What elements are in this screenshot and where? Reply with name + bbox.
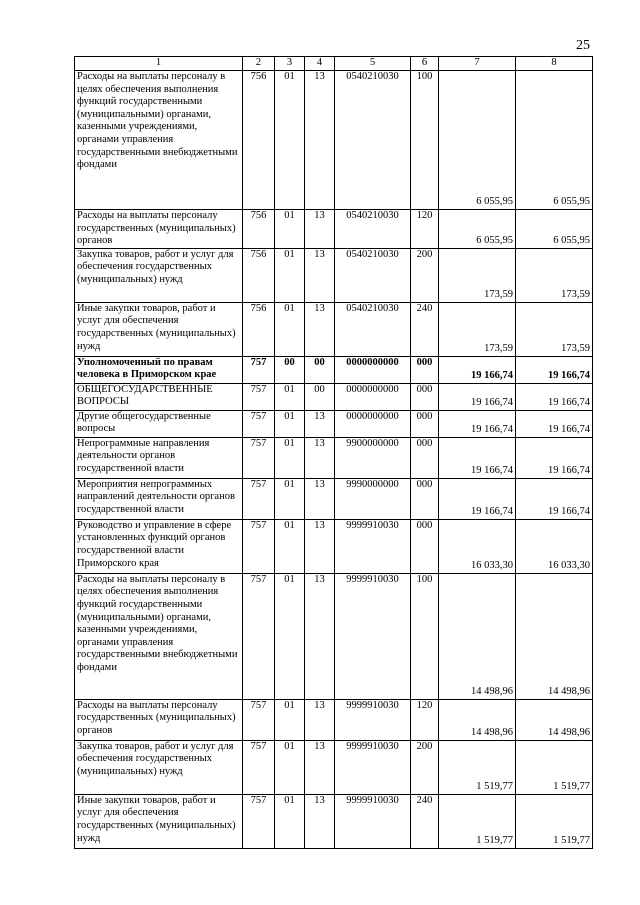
row-section-cell: 01 <box>275 794 305 848</box>
row-section-cell: 01 <box>275 302 305 356</box>
row-target-article-cell: 9900000000 <box>335 437 411 478</box>
row-section-cell: 01 <box>275 573 305 699</box>
row-subsection-cell: 13 <box>305 302 335 356</box>
row-section-cell: 01 <box>275 437 305 478</box>
row-target-article-cell: 0000000000 <box>335 383 411 410</box>
row-expense-type-cell: 100 <box>411 573 439 699</box>
header-cell: 1 <box>75 57 243 71</box>
table-row <box>75 383 593 410</box>
row-ministry-code-cell: 756 <box>243 210 275 249</box>
row-target-article-cell: 9999910030 <box>335 519 411 573</box>
row-name-cell: Уполномоченный по правам человека в Приморском крае <box>75 356 243 383</box>
row-expense-type-cell: 000 <box>411 519 439 573</box>
table-row <box>75 699 593 740</box>
row-amount-7-cell: 19 166,74 <box>439 410 516 437</box>
row-target-article-cell: 9990000000 <box>335 478 411 519</box>
table-row <box>75 519 593 573</box>
row-section-cell: 01 <box>275 210 305 249</box>
row-subsection-cell: 13 <box>305 71 335 210</box>
row-name-cell: Расходы на выплаты персоналу в целях обеспечения выполнения функций государственными (муниципальными) органами, казенными учреждениями, органами управления государственными внебюджетными фондами <box>75 71 243 210</box>
row-amount-8-cell: 173,59 <box>516 248 593 302</box>
row-name-cell: Руководство и управление в сфере установленных функций органов государственной власти Приморского края <box>75 519 243 573</box>
row-amount-8-cell: 16 033,30 <box>516 519 593 573</box>
row-ministry-code-cell: 756 <box>243 71 275 210</box>
row-target-article-cell: 9999910030 <box>335 794 411 848</box>
row-section-cell: 01 <box>275 71 305 210</box>
budget-table <box>74 56 593 849</box>
table-row <box>75 71 593 210</box>
header-cell: 5 <box>335 57 411 71</box>
table-row <box>75 210 593 249</box>
row-subsection-cell: 00 <box>305 383 335 410</box>
row-subsection-cell: 13 <box>305 210 335 249</box>
row-amount-7-cell: 16 033,30 <box>439 519 516 573</box>
row-amount-7-cell: 19 166,74 <box>439 356 516 383</box>
row-amount-7-cell: 173,59 <box>439 302 516 356</box>
row-ministry-code-cell: 757 <box>243 410 275 437</box>
row-amount-8-cell: 19 166,74 <box>516 410 593 437</box>
row-ministry-code-cell: 757 <box>243 519 275 573</box>
row-subsection-cell: 13 <box>305 248 335 302</box>
header-cell: 3 <box>275 57 305 71</box>
row-name-cell: Закупка товаров, работ и услуг для обеспечения государственных (муниципальных) нужд <box>75 740 243 794</box>
row-subsection-cell: 13 <box>305 699 335 740</box>
row-amount-8-cell: 173,59 <box>516 302 593 356</box>
row-amount-8-cell: 1 519,77 <box>516 794 593 848</box>
row-section-cell: 01 <box>275 519 305 573</box>
row-ministry-code-cell: 757 <box>243 699 275 740</box>
row-target-article-cell: 0000000000 <box>335 410 411 437</box>
row-expense-type-cell: 240 <box>411 794 439 848</box>
row-expense-type-cell: 000 <box>411 383 439 410</box>
row-ministry-code-cell: 757 <box>243 794 275 848</box>
row-name-cell: Непрограммные направления деятельности органов государственной власти <box>75 437 243 478</box>
row-amount-7-cell: 14 498,96 <box>439 573 516 699</box>
row-target-article-cell: 9999910030 <box>335 573 411 699</box>
row-target-article-cell: 0540210030 <box>335 71 411 210</box>
row-section-cell: 01 <box>275 740 305 794</box>
table-row <box>75 437 593 478</box>
row-ministry-code-cell: 757 <box>243 383 275 410</box>
row-subsection-cell: 13 <box>305 519 335 573</box>
table-row <box>75 794 593 848</box>
row-expense-type-cell: 000 <box>411 410 439 437</box>
row-amount-8-cell: 6 055,95 <box>516 71 593 210</box>
row-section-cell: 01 <box>275 699 305 740</box>
header-cell: 6 <box>411 57 439 71</box>
header-cell: 2 <box>243 57 275 71</box>
row-amount-8-cell: 14 498,96 <box>516 699 593 740</box>
row-amount-8-cell: 19 166,74 <box>516 383 593 410</box>
row-ministry-code-cell: 756 <box>243 302 275 356</box>
table-row <box>75 478 593 519</box>
row-ministry-code-cell: 757 <box>243 356 275 383</box>
row-expense-type-cell: 120 <box>411 699 439 740</box>
row-ministry-code-cell: 757 <box>243 478 275 519</box>
row-amount-8-cell: 6 055,95 <box>516 210 593 249</box>
page-number: 25 <box>576 38 590 53</box>
row-amount-8-cell: 19 166,74 <box>516 478 593 519</box>
row-subsection-cell: 13 <box>305 437 335 478</box>
row-name-cell: Иные закупки товаров, работ и услуг для обеспечения государственных (муниципальных) нужд <box>75 302 243 356</box>
table-row <box>75 248 593 302</box>
row-amount-7-cell: 6 055,95 <box>439 71 516 210</box>
row-amount-7-cell: 19 166,74 <box>439 437 516 478</box>
row-subsection-cell: 00 <box>305 356 335 383</box>
table-row <box>75 302 593 356</box>
row-name-cell: Мероприятия непрограммных направлений деятельности органов государственной власти <box>75 478 243 519</box>
row-expense-type-cell: 000 <box>411 356 439 383</box>
row-target-article-cell: 9999910030 <box>335 740 411 794</box>
row-section-cell: 01 <box>275 383 305 410</box>
row-target-article-cell: 0540210030 <box>335 210 411 249</box>
row-subsection-cell: 13 <box>305 794 335 848</box>
row-section-cell: 01 <box>275 478 305 519</box>
row-amount-8-cell: 19 166,74 <box>516 356 593 383</box>
row-name-cell: ОБЩЕГОСУДАРСТВЕННЫЕ ВОПРОСЫ <box>75 383 243 410</box>
row-amount-7-cell: 19 166,74 <box>439 383 516 410</box>
row-name-cell: Расходы на выплаты персоналу в целях обеспечения выполнения функций государственными (муниципальными) органами, казенными учреждениями, органами управления государственными внебюджетными фондами <box>75 573 243 699</box>
row-section-cell: 01 <box>275 410 305 437</box>
row-amount-8-cell: 1 519,77 <box>516 740 593 794</box>
row-amount-7-cell: 173,59 <box>439 248 516 302</box>
row-target-article-cell: 0000000000 <box>335 356 411 383</box>
row-expense-type-cell: 100 <box>411 71 439 210</box>
row-ministry-code-cell: 757 <box>243 573 275 699</box>
row-amount-7-cell: 6 055,95 <box>439 210 516 249</box>
row-amount-7-cell: 19 166,74 <box>439 478 516 519</box>
table-row <box>75 410 593 437</box>
row-target-article-cell: 9999910030 <box>335 699 411 740</box>
table-row <box>75 573 593 699</box>
row-name-cell: Расходы на выплаты персоналу государственных (муниципальных) органов <box>75 210 243 249</box>
row-expense-type-cell: 000 <box>411 437 439 478</box>
row-expense-type-cell: 240 <box>411 302 439 356</box>
row-amount-7-cell: 14 498,96 <box>439 699 516 740</box>
header-cell: 4 <box>305 57 335 71</box>
row-target-article-cell: 0540210030 <box>335 248 411 302</box>
header-cell: 8 <box>516 57 593 71</box>
row-name-cell: Другие общегосударственные вопросы <box>75 410 243 437</box>
row-amount-8-cell: 14 498,96 <box>516 573 593 699</box>
row-subsection-cell: 13 <box>305 740 335 794</box>
row-expense-type-cell: 200 <box>411 740 439 794</box>
row-ministry-code-cell: 756 <box>243 248 275 302</box>
row-name-cell: Расходы на выплаты персоналу государственных (муниципальных) органов <box>75 699 243 740</box>
row-section-cell: 01 <box>275 248 305 302</box>
row-expense-type-cell: 120 <box>411 210 439 249</box>
row-amount-7-cell: 1 519,77 <box>439 794 516 848</box>
row-amount-7-cell: 1 519,77 <box>439 740 516 794</box>
row-subsection-cell: 13 <box>305 410 335 437</box>
table-row <box>75 740 593 794</box>
table-row <box>75 356 593 383</box>
header-cell: 7 <box>439 57 516 71</box>
row-name-cell: Закупка товаров, работ и услуг для обеспечения государственных (муниципальных) нужд <box>75 248 243 302</box>
row-subsection-cell: 13 <box>305 573 335 699</box>
row-section-cell: 00 <box>275 356 305 383</box>
row-amount-8-cell: 19 166,74 <box>516 437 593 478</box>
row-expense-type-cell: 200 <box>411 248 439 302</box>
row-name-cell: Иные закупки товаров, работ и услуг для обеспечения государственных (муниципальных) нужд <box>75 794 243 848</box>
row-target-article-cell: 0540210030 <box>335 302 411 356</box>
row-ministry-code-cell: 757 <box>243 740 275 794</box>
row-expense-type-cell: 000 <box>411 478 439 519</box>
table-header-row <box>75 57 593 71</box>
row-subsection-cell: 13 <box>305 478 335 519</box>
row-ministry-code-cell: 757 <box>243 437 275 478</box>
